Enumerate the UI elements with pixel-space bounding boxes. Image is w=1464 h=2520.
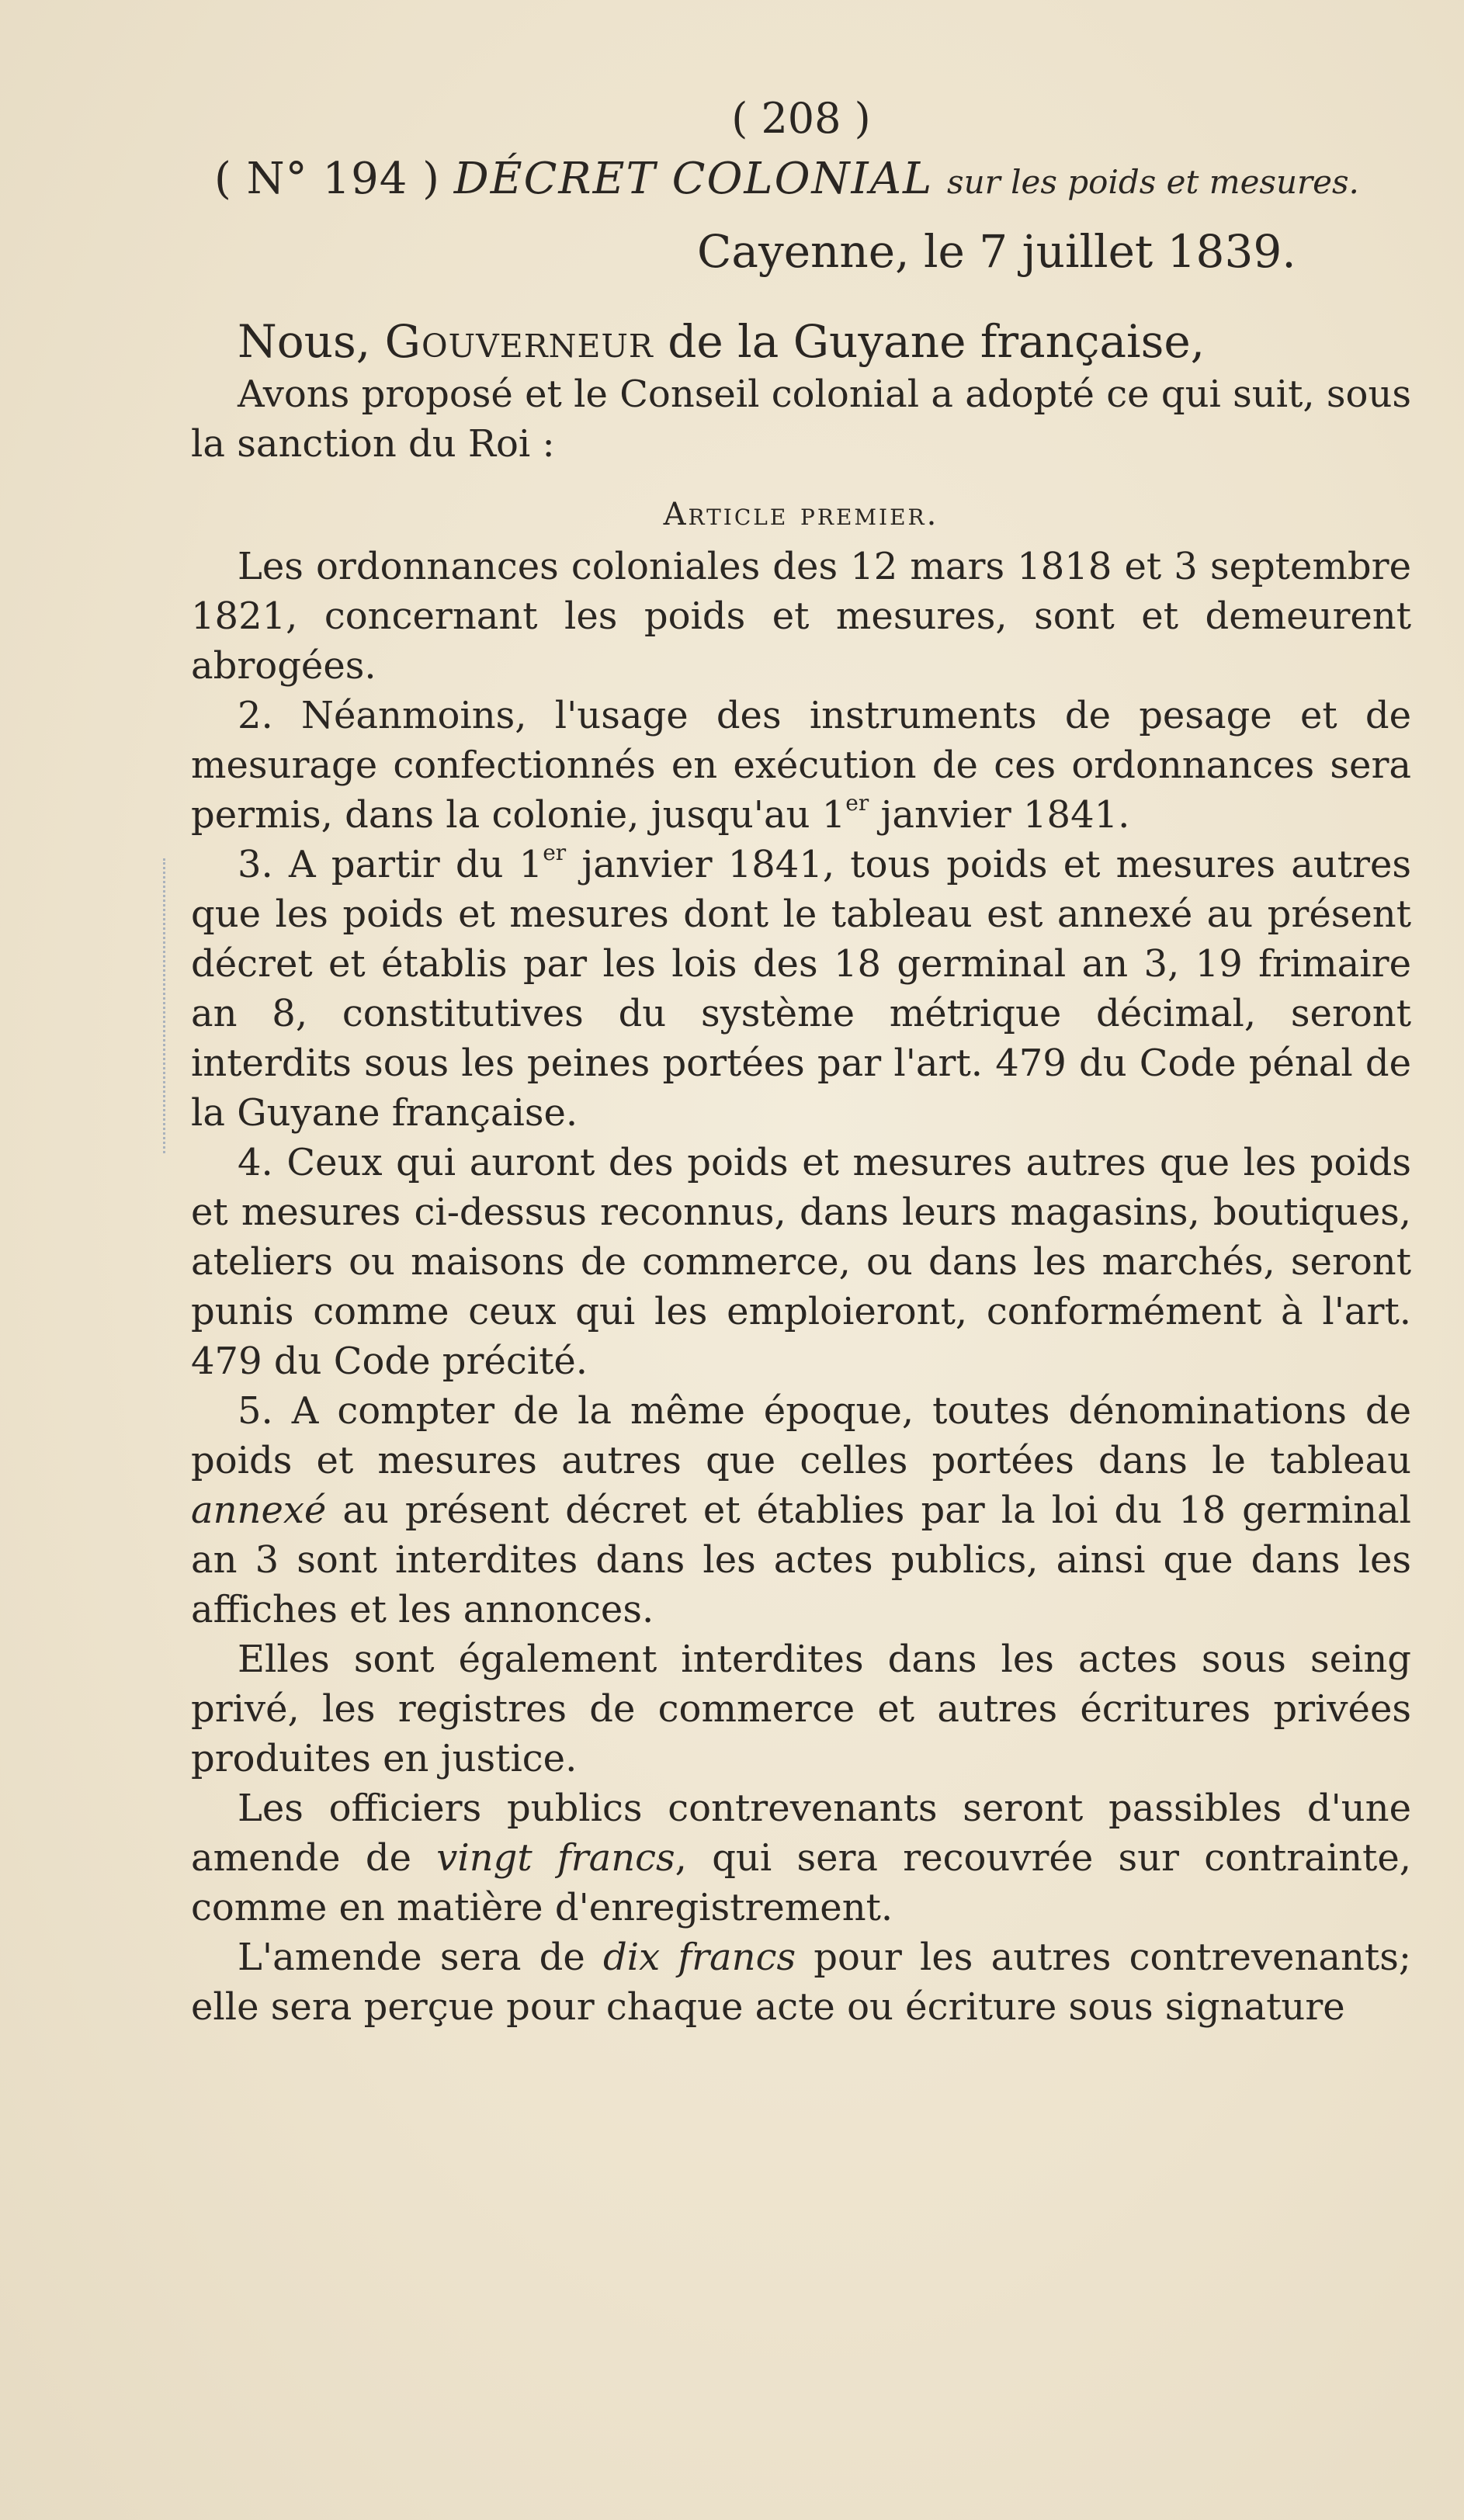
margin-mark (163, 858, 176, 1153)
paragraph-amende-italic: dix francs (603, 1936, 796, 1979)
article-5-start: 5. A compter de la même époque, toutes dénominations de poids et mesures autres que celles portées dans le tableau (191, 1389, 1411, 1482)
paragraph-amende-start: L'amende sera de (238, 1936, 603, 1979)
article-1: Les ordonnances coloniales des 12 mars 1818 et 3 septembre 1821, concernant les poids et mesures, sont et demeurent abrogées. (191, 545, 1411, 688)
article-4: 4. Ceux qui auront des poids et mesures autres que les poids et mesures ci-dessus reconnus, dans leurs magasins, boutiques, ateliers ou maisons de commerce, ou dans les marchés, seront punis comme ceux qui les emploieront, conformément à l'art. 479 du Code précité. (191, 1141, 1411, 1383)
paragraph-officiers-start: Les officiers publics contrevenants seront passibles d'une amende de (191, 1787, 1411, 1880)
article-2-text: 2. Néanmoins, l'usage des instruments de pesage et de mesurage confectionnés en exécution de ces ordonnances sera permis, dans la colonie, jusqu'au 1 (191, 694, 1411, 837)
article-2 (191, 691, 1411, 840)
salutation (238, 314, 1411, 369)
paragraph-officiers-end: , qui sera recouvrée sur contrainte, comme en matière d'enregistrement. (191, 1836, 1412, 1929)
paragraph-amende-end: pour les autres contrevenants; elle sera perçue pour chaque acte ou écriture sous signature (191, 1936, 1411, 2029)
article-3-text: janvier 1841, tous poids et mesures autres que les poids et mesures dont le tableau est annexé au présent décret et établis par les lois des 18 germinal an 3, 19 frimaire an 8, constitutives du système métrique décimal, seront interdits sous les peines portées par l'art. 479 du Code pénal de la Guyane française. (191, 843, 1411, 1135)
decree-heading (214, 152, 1411, 210)
preamble: Avons proposé et le Conseil colonial a adopté ce qui suit, sous la sanction du Roi : (191, 373, 1411, 466)
salutation-nous: Nous, (238, 315, 371, 368)
decree-number: ( N° 194 ) (214, 154, 440, 204)
article-2-sup: er (845, 790, 869, 816)
decree-subtitle: sur les poids et mesures. (947, 163, 1359, 201)
article-5-end: au présent décret et établies par la loi du 18 germinal an 3 sont interdites dans les actes publics, ainsi que dans les affiches et les annonces. (191, 1489, 1411, 1631)
salutation-rest: de la Guyane française, (668, 315, 1206, 368)
article-3 (191, 840, 1411, 1138)
article-3-start: 3. A partir du 1 (238, 843, 543, 886)
page-number: ( 208 ) (731, 94, 871, 143)
paragraph-officiers (191, 1783, 1411, 1932)
page-content (191, 93, 1411, 2032)
article-5-italic: annexé (191, 1489, 327, 1532)
article-5 (191, 1386, 1411, 1634)
decree-title: DÉCRET COLONIAL (453, 154, 934, 204)
dateline: Cayenne, le 7 juillet 1839. (697, 225, 1296, 278)
article-3-sup: er (543, 840, 567, 865)
paragraph-amende (191, 1932, 1411, 2032)
paragraph-elles: Elles sont également interdites dans les actes sous seing privé, les registres de commerce et autres écritures privées produites en justice. (191, 1638, 1411, 1780)
article-heading: Article premier. (663, 497, 939, 532)
article-2-end: janvier 1841. (869, 793, 1130, 837)
paragraph-officiers-italic: vingt francs (436, 1836, 675, 1880)
salutation-gouverneur: Gouverneur (384, 315, 654, 368)
